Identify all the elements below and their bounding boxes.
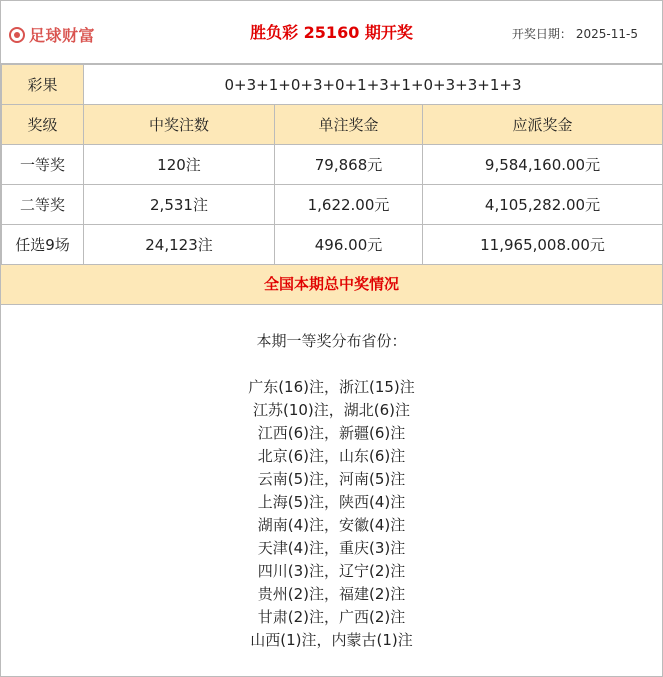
list-item: 天津(4)注，重庆(3)注 <box>257 539 406 557</box>
list-item: 山西(1)注，内蒙古(1)注 <box>250 631 413 649</box>
prize-per-bet: 79,868元 <box>275 145 423 185</box>
section-title: 全国本期总中奖情况 <box>1 265 662 305</box>
winner-count: 2,531注 <box>84 185 275 225</box>
table-row <box>2 225 663 265</box>
table-header-row <box>2 105 663 145</box>
result-label: 彩果 <box>2 65 84 105</box>
total-payout: 4,105,282.00元 <box>423 185 663 225</box>
total-payout: 9,584,160.00元 <box>423 145 663 185</box>
list-item: 北京(6)注，山东(6)注 <box>257 447 406 465</box>
header-total-payout: 应派奖金 <box>423 105 663 145</box>
list-item: 江西(6)注，新疆(6)注 <box>257 424 406 442</box>
distribution-intro: 本期一等奖分布省份： <box>256 332 407 350</box>
list-item: 湖南(4)注，安徽(4)注 <box>257 516 406 534</box>
total-payout: 11,965,008.00元 <box>423 225 663 265</box>
result-row <box>2 65 663 105</box>
province-distribution <box>1 305 662 652</box>
list-item: 四川(3)注，辽宁(2)注 <box>257 562 406 580</box>
page-title: 胜负彩 25160 期开奖 <box>250 23 413 42</box>
header-winner-count: 中奖注数 <box>84 105 275 145</box>
list-item: 甘肃(2)注，广西(2)注 <box>257 608 406 626</box>
table-row <box>2 145 663 185</box>
draw-date <box>512 25 642 42</box>
prize-per-bet: 496.00元 <box>275 225 423 265</box>
prize-level: 一等奖 <box>2 145 84 185</box>
list-item: 贵州(2)注，福建(2)注 <box>257 585 406 603</box>
header-prize-level: 奖级 <box>2 105 84 145</box>
draw-date-label: 开奖日期： <box>511 27 572 41</box>
prize-level: 任选9场 <box>2 225 84 265</box>
header <box>1 1 662 64</box>
list-item: 广东(16)注，浙江(15)注 <box>248 378 415 396</box>
draw-date-value: 2025-11-5 <box>575 27 638 41</box>
winner-count: 24,123注 <box>84 225 275 265</box>
prize-level: 二等奖 <box>2 185 84 225</box>
header-prize-per-bet: 单注奖金 <box>275 105 423 145</box>
result-value: 0+3+1+0+3+0+1+3+1+0+3+3+1+3 <box>84 65 663 105</box>
prize-per-bet: 1,622.00元 <box>275 185 423 225</box>
winner-count: 120注 <box>84 145 275 185</box>
list-item: 上海(5)注，陕西(4)注 <box>257 493 406 511</box>
table-row <box>2 185 663 225</box>
list-item: 江苏(10)注，湖北(6)注 <box>252 401 411 419</box>
logo-text: 足球财富 <box>29 26 96 45</box>
prize-table <box>1 64 663 265</box>
list-item: 云南(5)注，河南(5)注 <box>257 470 406 488</box>
